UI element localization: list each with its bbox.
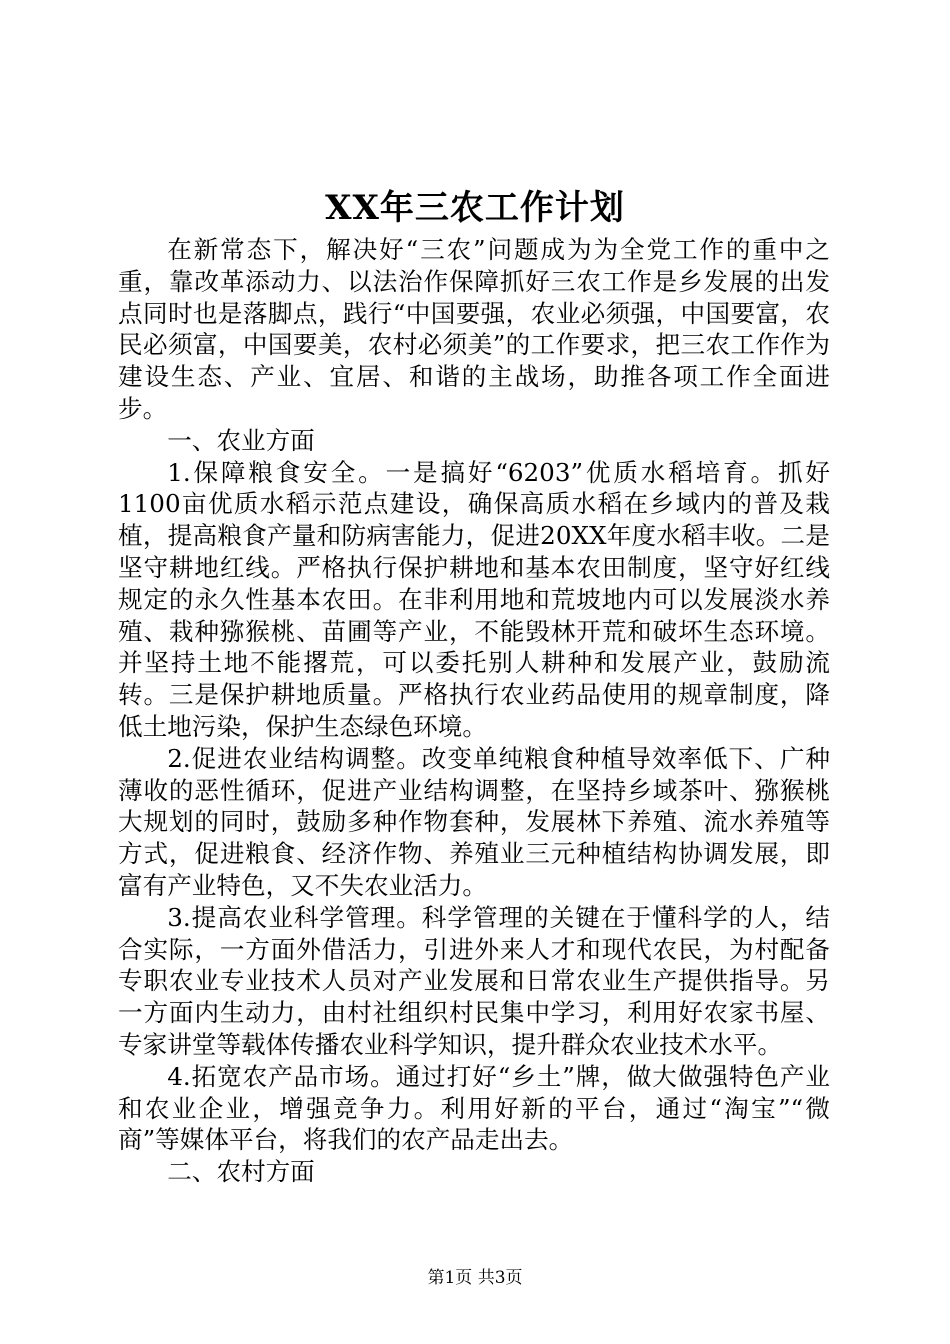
paragraph-structure-adjustment: 2.促进农业结构调整。改变单纯粮食种植导效率低下、广种薄收的恶性循环，促进产业结构调整，在坚持乡域茶叶、猕猴桃大规划的同时，鼓励多种作物套种，发展林下养殖、流水养殖等方式，促进粮食、经济作物、养殖业三元种植结构协调发展，即富有产业特色，又不失农业活力。 — [118, 743, 830, 900]
section-heading-agriculture: 一、农业方面 — [167, 425, 315, 455]
page-footer: 第1页 共3页 — [427, 1268, 523, 1288]
paragraph-market-expansion: 4.拓宽农产品市场。通过打好“乡土”牌，做大做强特色产业和农业企业，增强竞争力。利用好新的平台，通过“淘宝”“微商”等媒体平台，将我们的农产品走出去。 — [118, 1061, 830, 1155]
section-heading-rural: 二、农村方面 — [167, 1157, 315, 1187]
document-title: XX年三农工作计划 — [325, 188, 625, 228]
intro-paragraph: 在新常态下，解决好“三农”问题成为为全党工作的重中之重，靠改革添动力、以法治作保障抓好三农工作是乡发展的出发点同时也是落脚点，践行“中国要强，农业必须强，中国要富，农民必须富，中国要美，农村必须美”的工作要求，把三农工作作为建设生态、产业、宜居、和谐的主战场，助推各项工作全面进步。 — [118, 235, 830, 423]
paragraph-grain-security: 1.保障粮食安全。一是搞好“6203”优质水稻培育。抓好1100亩优质水稻示范点建设，确保高质水稻在乡域内的普及栽植，提高粮食产量和防病害能力，促进20XX年度水稻丰收。二是坚守耕地红线。严格执行保护耕地和基本农田制度，坚守好红线规定的永久性基本农田。在非利用地和荒坡地内可以发展淡水养殖、栽种猕猴桃、苗圃等产业，不能毁林开荒和破坏生态环境。并坚持土地不能撂荒，可以委托别人耕种和发展产业，鼓励流转。三是保护耕地质量。严格执行农业药品使用的规章制度，降低土地污染，保护生态绿色环境。 — [118, 457, 830, 741]
document-body — [118, 234, 830, 1188]
paragraph-scientific-management: 3.提高农业科学管理。科学管理的关键在于懂科学的人，结合实际，一方面外借活力，引进外来人才和现代农民，为村配备专职农业专业技术人员对产业发展和日常农业生产提供指导。另一方面内生动力，由村社组织村民集中学习，利用好农家书屋、专家讲堂等载体传播农业科学知识，提升群众农业技术水平。 — [118, 902, 830, 1059]
